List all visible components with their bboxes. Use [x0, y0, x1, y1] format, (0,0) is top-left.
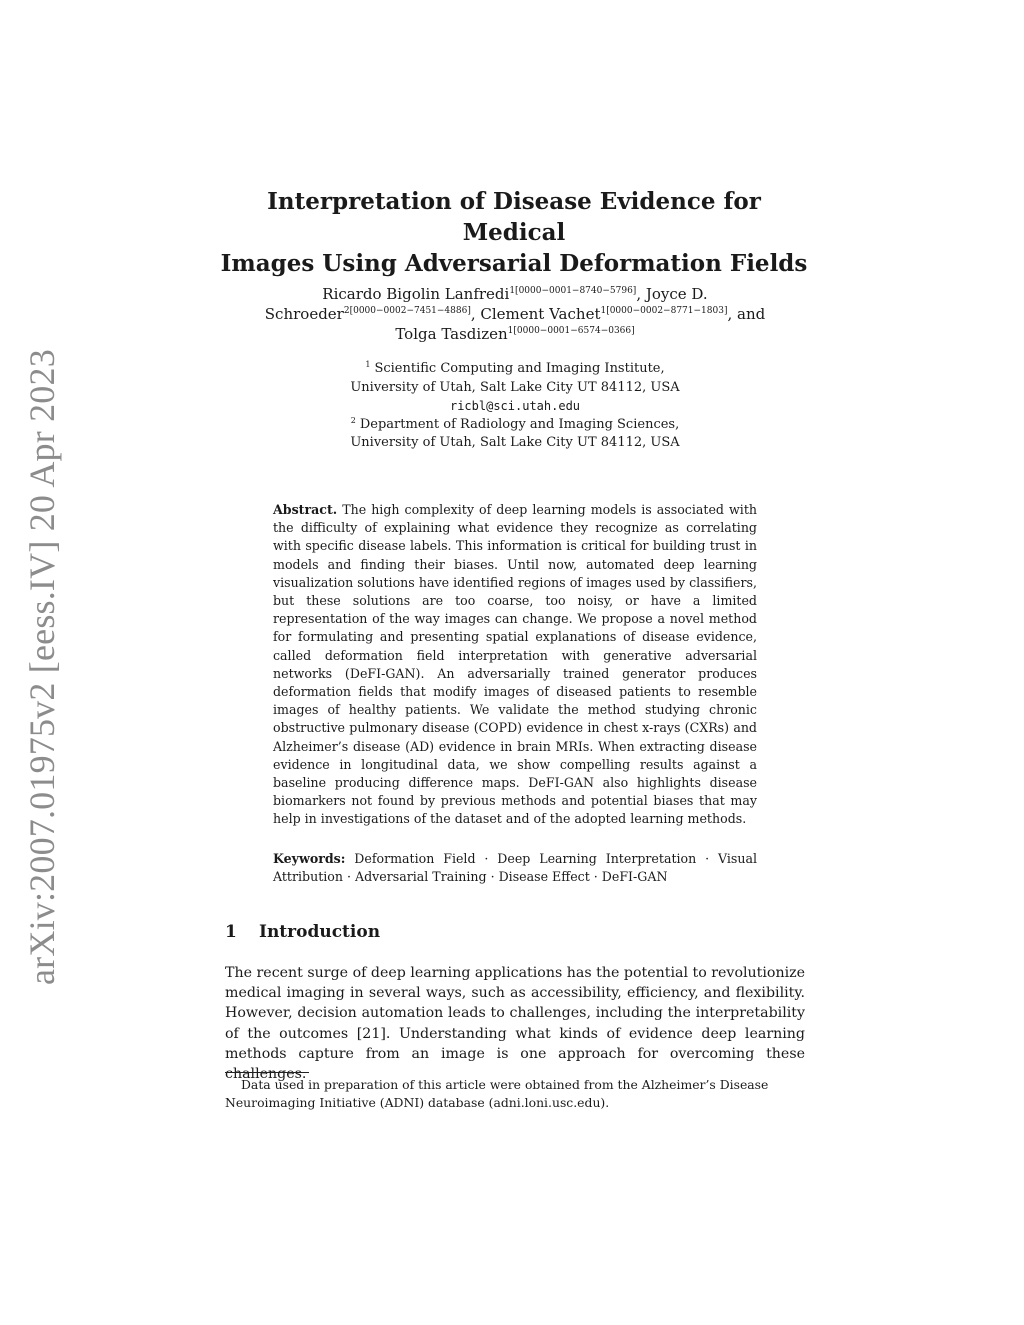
author-name: Ricardo Bigolin Lanfredi	[322, 285, 510, 303]
author-orcid: 1[0000−0001−6574−0366]	[507, 326, 635, 336]
footnote: Data used in preparation of this article were obtained from the Alzheimer’s Disease Neuroimaging Initiative (ADNI) database (adni.loni.usc.edu).	[225, 1077, 769, 1110]
author-separator: , Joyce D.	[636, 285, 708, 303]
paper-title-line-2: Images Using Adversarial Deformation Fields	[220, 250, 808, 277]
abstract	[273, 501, 757, 829]
arxiv-identifier-stamp: arXiv:2007.01975v2 [eess.IV] 20 Apr 2023	[22, 349, 62, 985]
affiliation-2-line-2: University of Utah, Salt Lake City UT 84112, USA	[350, 435, 680, 450]
affiliation-2-line-1	[260, 416, 770, 435]
author-name: Schroeder	[264, 305, 344, 323]
affiliation-text: Department of Radiology and Imaging Sciences,	[359, 416, 680, 432]
section-number: 1	[225, 922, 237, 942]
keywords	[273, 850, 757, 886]
author-separator: , Clement Vachet	[470, 305, 601, 323]
paper-title-line-1: Interpretation of Disease Evidence for Medical	[267, 188, 761, 246]
affiliation-block	[260, 360, 770, 453]
author-orcid: 1[0000−0001−8740−5796]	[509, 286, 637, 296]
abstract-text: The high complexity of deep learning models is associated with the difficulty of explaining what evidence they recognize as correlating with specific disease labels. This information is critical for building trust in models and finding their biases. Until now, automated deep learning visualization solutions have identified regions of images used by classifiers, but these solutions are too coarse, too noisy, or have a limited representation of the way images can change. We propose a novel method for formulating and presenting spatial explanations of disease evidence, called deformation field interpretation with generative adversarial networks (DeFI-GAN). An adversarially trained generator produces deformation fields that modify images of diseased patients to resemble images of healthy patients. We validate the method studying chronic obstructive pulmonary disease (COPD) evidence in chest x-rays (CXRs) and Alzheimer’s disease (AD) evidence in brain MRIs. When extracting disease evidence in longitudinal data, we show compelling results against a baseline producing difference maps. DeFI-GAN also highlights disease biomarkers not found by previous methods and potential biases that may help in investigations of the dataset and of the adopted learning methods.	[273, 502, 757, 827]
author-line-3	[230, 324, 800, 344]
affiliation-number: 2	[350, 415, 356, 425]
author-list	[230, 284, 800, 344]
abstract-label: Abstract.	[273, 502, 338, 517]
author-email: ricbl@sci.utah.edu	[449, 399, 581, 413]
keywords-text: Deformation Field · Deep Learning Interpretation · Visual Attribution · Adversarial Training · Disease Effect · DeFI-GAN	[273, 851, 757, 885]
affiliation-1-line-1	[260, 360, 770, 379]
section-title: Introduction	[259, 922, 381, 942]
affiliation-number: 1	[365, 360, 371, 369]
affiliation-1-line-2: University of Utah, Salt Lake City UT 84112, USA	[350, 379, 680, 395]
author-line-2	[230, 304, 800, 324]
author-separator: , and	[727, 305, 766, 323]
paper-title	[212, 186, 816, 279]
keywords-label: Keywords:	[273, 851, 346, 866]
affiliation-text: Scientific Computing and Imaging Institute,	[374, 361, 665, 376]
introduction-paragraph: The recent surge of deep learning applications has the potential to revolutionize medical imaging in several ways, such as accessibility, efficiency, and flexibility. However, decision automation leads to challenges, including the interpretability of the outcomes [21]. Understanding what kinds of evidence deep learning methods capture from an image is one approach for overcoming these challenges.	[225, 965, 805, 1083]
section-heading	[225, 920, 380, 944]
author-orcid: 2[0000−0002−7451−4886]	[343, 306, 471, 316]
footnote-rule	[225, 1072, 309, 1073]
author-name: Tolga Tasdizen	[395, 325, 508, 343]
author-line-1	[230, 284, 800, 304]
author-orcid: 1[0000−0002−8771−1803]	[600, 306, 728, 316]
